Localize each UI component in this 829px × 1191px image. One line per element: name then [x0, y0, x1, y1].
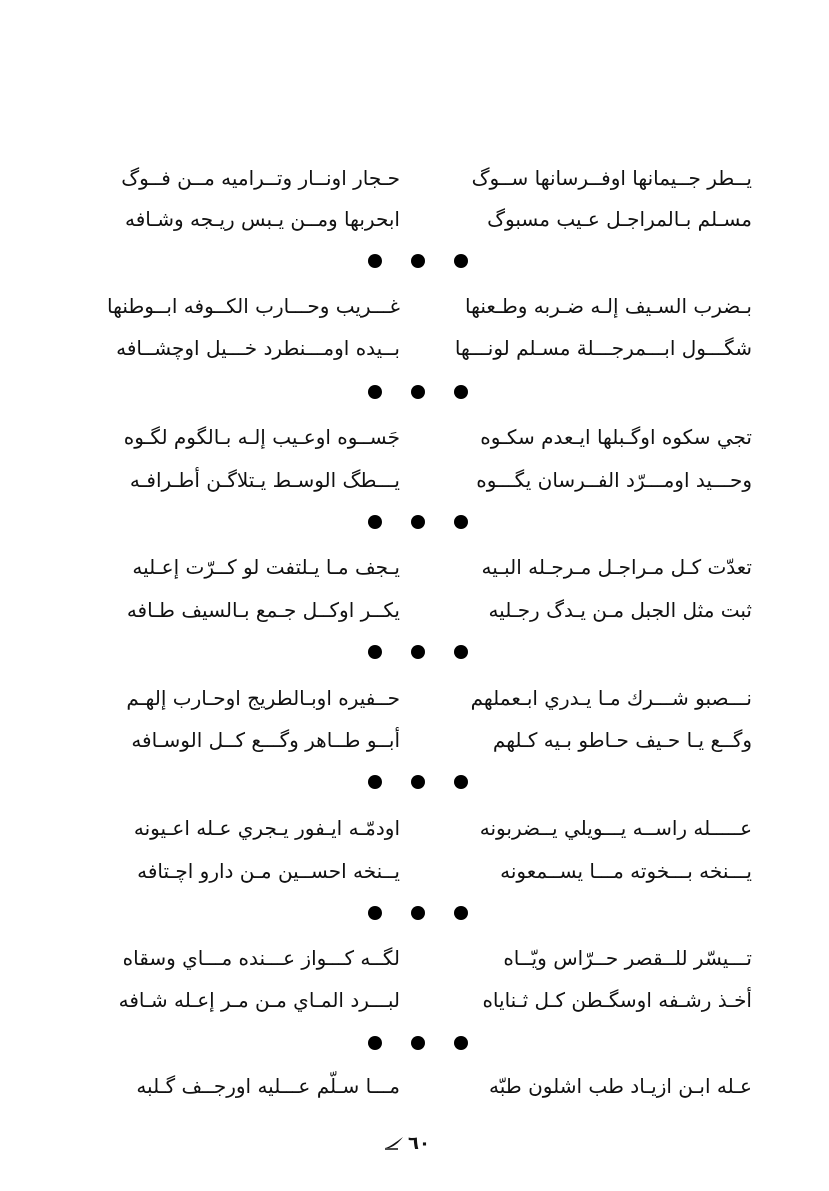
verse-second-hemistich: بــيده اومـــنطرد خـــيل اوچشــافه: [116, 336, 400, 360]
verse-line: [82, 808, 752, 848]
verse-line: [82, 460, 752, 500]
verse-line: [82, 678, 752, 718]
verse-second-hemistich: جَســوه اوعـيب إلـه بـالگوم لگـوه: [123, 425, 400, 449]
stanza-separator: [368, 645, 468, 659]
separator-dot: [454, 1036, 468, 1050]
verse-line: [82, 720, 752, 760]
stanza-separator: [368, 385, 468, 399]
stanza-separator: [368, 1036, 468, 1050]
verse-first-hemistich: يــطر جــيمانها اوفــرسانها ســوگ: [471, 166, 752, 190]
separator-dot: [368, 906, 382, 920]
separator-dot: [454, 385, 468, 399]
separator-dot: [454, 254, 468, 268]
stanza-separator: [368, 515, 468, 529]
verse-line: [82, 199, 752, 239]
verse-second-hemistich: لبـــرد المـاي مـن مـر إعـله شـافه: [118, 988, 400, 1012]
verse-second-hemistich: حـجار اونــار وتــراميه مــن فــوگ: [121, 166, 400, 190]
stanza-separator: [368, 775, 468, 789]
separator-dot: [411, 515, 425, 529]
page-number: ٦٠: [408, 1132, 430, 1154]
separator-dot: [411, 385, 425, 399]
separator-dot: [368, 1036, 382, 1050]
verse-line: [82, 547, 752, 587]
verse-second-hemistich: يـجف مـا يـلتفت لو كــرّت إعـليه: [132, 555, 400, 579]
separator-dot: [368, 775, 382, 789]
separator-dot: [411, 254, 425, 268]
verse-first-hemistich: مسـلم بـالمراجـل عـيب مسبوگ: [487, 207, 752, 231]
verse-second-hemistich: يــنخه احســين مـن دارو اچـتافه: [137, 859, 400, 883]
separator-dot: [411, 906, 425, 920]
separator-dot: [368, 254, 382, 268]
verse-first-hemistich: تجي سكوه اوگـبلها ايـعدم سكـوه: [480, 425, 752, 449]
verse-first-hemistich: ثبت مثل الجبل مـن يـدگ رجـليه: [488, 598, 752, 622]
verse-first-hemistich: يـــنخه بـــخوته مـــا يســمعونه: [500, 859, 752, 883]
separator-dot: [368, 385, 382, 399]
verse-first-hemistich: عـــــله راســه يـــويلي يــضربونه: [479, 816, 752, 840]
verse-first-hemistich: أخـذ رشـفه اوسگـطن كـل ثـناياه: [482, 988, 752, 1012]
verse-second-hemistich: لگــه كـــواز عـــنده مـــاي وسقاه: [122, 946, 400, 970]
verse-second-hemistich: ابحربها ومــن يـبس ريـجه وشـافه: [124, 207, 400, 231]
verse-second-hemistich: اودمّـه ايـفور يـجري عـله اعـيونه: [133, 816, 400, 840]
verse-second-hemistich: أبــو طــاهر وگـــع كــل الوسـافه: [131, 728, 400, 752]
separator-dot: [411, 1036, 425, 1050]
quill-ornament-icon: [384, 1136, 404, 1150]
separator-dot: [368, 515, 382, 529]
separator-dot: [411, 645, 425, 659]
verse-first-hemistich: تعدّت كـل مـراجـل مـرجـله البـيه: [481, 555, 752, 579]
verse-second-hemistich: مـــا سـلّم عـــليه اورجــف گـلبه: [136, 1074, 400, 1098]
verse-line: [82, 417, 752, 457]
separator-dot: [454, 645, 468, 659]
verse-first-hemistich: نـــصبو شـــرك مـا يـدري ابـعملهم: [470, 686, 752, 710]
stanza-separator: [368, 254, 468, 268]
stanza-separator: [368, 906, 468, 920]
verse-line: [82, 1066, 752, 1106]
verse-line: [82, 286, 752, 326]
verse-line: [82, 590, 752, 630]
verse-second-hemistich: يـــطگ الوسـط يـتلاگـن أطـرافـه: [129, 468, 400, 492]
verse-first-hemistich: بـضرب السـيف إلـه ضـربه وطـعنها: [465, 294, 752, 318]
separator-dot: [411, 775, 425, 789]
page-number-footer: [384, 1128, 430, 1158]
separator-dot: [454, 775, 468, 789]
separator-dot: [454, 515, 468, 529]
verse-first-hemistich: وحـــيد اومـــرّد الفــرسان يگـــوه: [476, 468, 752, 492]
separator-dot: [454, 906, 468, 920]
verse-second-hemistich: غـــريب وحـــارب الكــوفه ابــوطنها: [107, 294, 400, 318]
verse-first-hemistich: شگـــول ابـــمرجـــلة مسـلم لونـــها: [454, 336, 752, 360]
verse-line: [82, 980, 752, 1020]
verse-line: [82, 851, 752, 891]
verse-first-hemistich: وگــع يـا حـيف حـاطو بـيه كـلهم: [492, 728, 752, 752]
verse-line: [82, 158, 752, 198]
verse-second-hemistich: يكــر اوكــل جـمع بـالسيف طـافه: [126, 598, 400, 622]
verse-first-hemistich: عـله ابـن ازيـاد طب اشلون طبّه: [489, 1074, 752, 1098]
verse-first-hemistich: تـــيسّر للــقصر حــرّاس ويّــاه: [503, 946, 752, 970]
verse-line: [82, 328, 752, 368]
verse-second-hemistich: حــفيره اوبـالطريج اوحـارب إلهـم: [126, 686, 400, 710]
verse-line: [82, 938, 752, 978]
separator-dot: [368, 645, 382, 659]
